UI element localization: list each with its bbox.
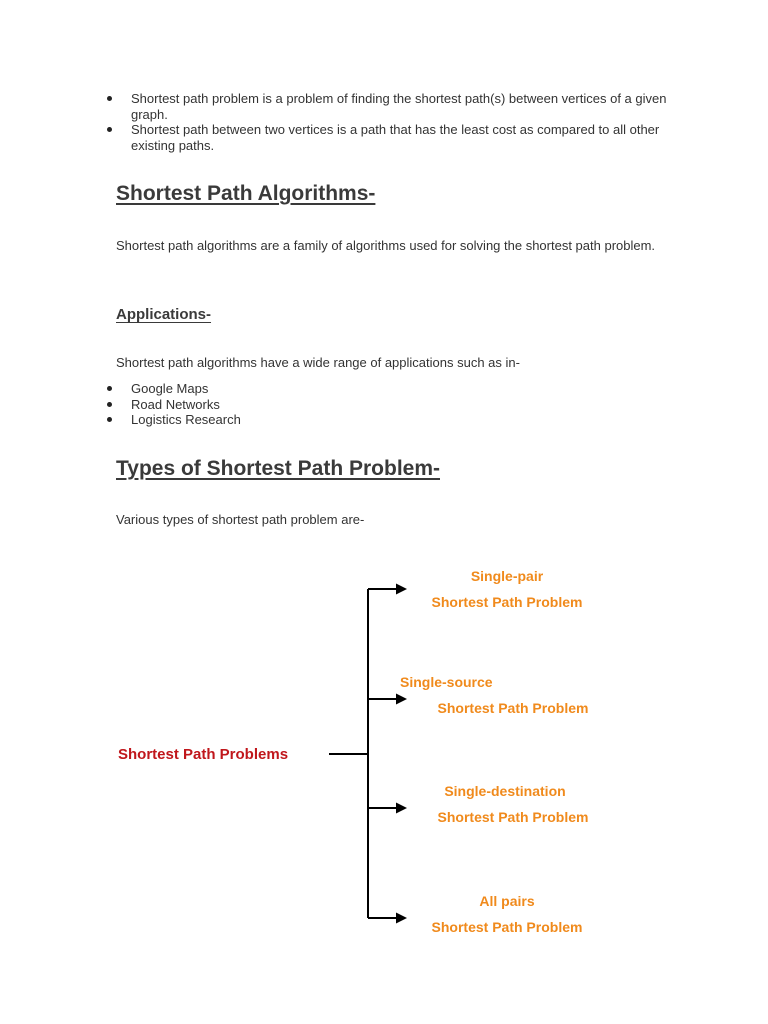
intro-bullet-text: Shortest path between two vertices is a path that has the least cost as compared to all other existing paths. [131,122,660,153]
arrowhead-icon [396,913,407,924]
types-paragraph: Various types of shortest path problem are- [116,512,365,527]
arrowhead-icon [396,694,407,705]
application-item: Logistics Research [131,412,241,427]
bullet-icon [107,386,112,391]
bullet-icon [107,127,112,132]
diagram-node-all-pairs [407,888,607,940]
node-title: Single-source [400,674,493,690]
node-subtitle: Shortest Path Problem [437,700,589,716]
list-item [107,122,667,153]
types-heading: Types of Shortest Path Problem- [116,457,440,480]
application-item: Road Networks [131,396,220,412]
algorithms-heading: Shortest Path Algorithms- [116,182,376,205]
node-subtitle: Shortest Path Problem [437,809,589,825]
bullet-icon [107,402,112,407]
node-subtitle: Shortest Path Problem [431,919,583,935]
bullet-icon [107,96,112,101]
application-item: Google Maps [131,381,209,396]
list-item [107,397,407,413]
node-title: All pairs [479,893,535,909]
diagram-node-single-destination [405,778,605,830]
applications-paragraph: Shortest path algorithms have a wide range of applications such as in- [116,355,520,370]
diagram-node-single-pair [407,563,607,615]
intro-bullet-list [107,91,667,153]
intro-bullet-text: Shortest path problem is a problem of finding the shortest path(s) between vertices of a given graph. [131,91,667,122]
list-item [107,412,407,428]
list-item [107,91,667,122]
algorithms-paragraph: Shortest path algorithms are a family of algorithms used for solving the shortest path problem. [116,238,656,253]
applications-list [107,381,407,428]
applications-heading: Applications- [116,306,212,323]
diagram-root-label: Shortest Path Problems [118,746,289,763]
node-title: Single-destination [444,783,566,799]
bullet-icon [107,417,112,422]
arrowhead-icon [396,584,407,595]
list-item [107,381,407,397]
node-title: Single-pair [470,568,544,584]
node-subtitle: Shortest Path Problem [431,594,583,610]
diagram-node-single-source [400,669,608,721]
